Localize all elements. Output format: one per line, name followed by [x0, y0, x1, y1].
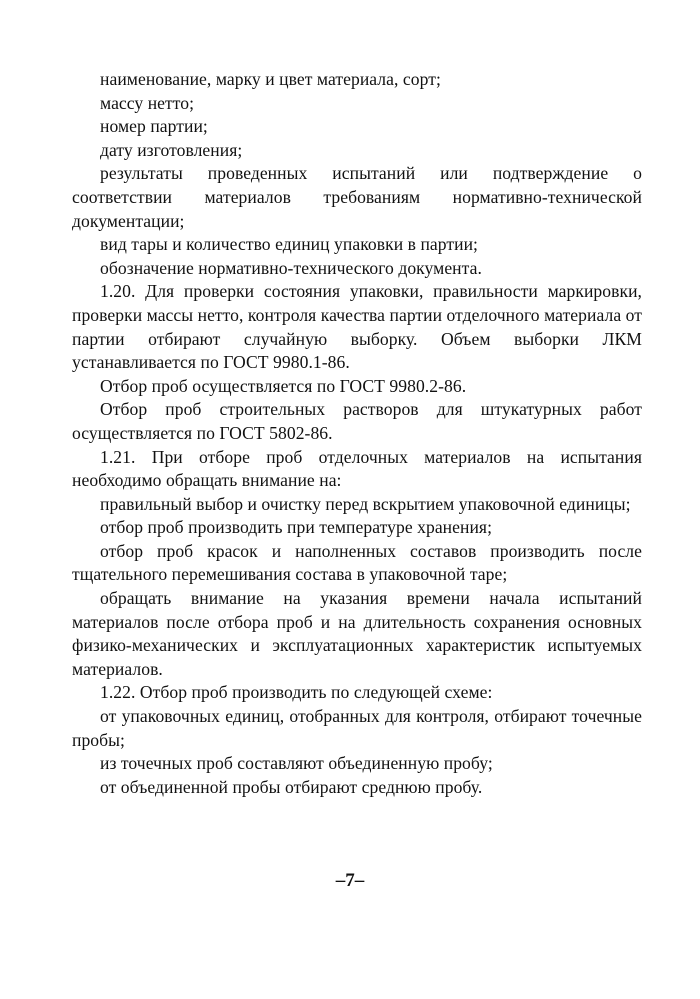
- paragraph: массу нетто;: [100, 92, 195, 113]
- paragraph: результаты проведенных испытаний или подтверждение о соответствии материалов требованиям нормативно-технической документации;: [72, 163, 642, 231]
- paragraph: отбор проб красок и наполненных составов производить после тщательного перемешивания состава в упаковочной таре;: [72, 540, 642, 585]
- paragraph: от упаковочных единиц, отобранных для контроля, отбирают точечные пробы;: [72, 706, 642, 750]
- paragraph: обозначение нормативно-технического документа.: [100, 257, 482, 278]
- section-1-22: 1.22. Отбор проб производить по следующей схеме:: [100, 682, 493, 703]
- section-1-20: 1.20. Для проверки состояния упаковки, правильности маркировки, проверки массы нетто, контроля качества партии отделочного материала от партии отбирают случайную выборку. Объем выборки ЛКМ устанавливается по ГОСТ 9980.1-86.: [72, 281, 642, 373]
- paragraph: правильный выбор и очистку перед вскрытием упаковочной единицы;: [100, 493, 631, 514]
- paragraph: Отбор проб осуществляется по ГОСТ 9980.2-86.: [100, 375, 467, 396]
- section-1-21: 1.21. При отборе проб отделочных материалов на испытания необходимо обращать внимание на:: [72, 446, 642, 491]
- paragraph: из точечных проб составляют объединенную пробу;: [100, 753, 493, 774]
- page-number: –7–: [335, 870, 365, 891]
- paragraph: отбор проб производить при температуре хранения;: [100, 517, 493, 538]
- paragraph: наименование, марку и цвет материала, сорт;: [100, 69, 441, 89]
- paragraph: Отбор проб строительных растворов для штукатурных работ осуществляется по ГОСТ 5802-86.: [72, 399, 642, 443]
- paragraph: номер партии;: [100, 116, 208, 137]
- paragraph: дату изготовления;: [100, 139, 243, 160]
- paragraph: вид тары и количество единиц упаковки в партии;: [100, 234, 478, 255]
- paragraph: от объединенной пробы отбирают среднюю пробу.: [100, 776, 483, 797]
- paragraph: обращать внимание на указания времени начала испытаний материалов после отбора проб и на длительность сохранения основных физико-механических и эксплуатационных характеристик испытуемых материалов.: [72, 588, 642, 679]
- document-body: [72, 68, 642, 799]
